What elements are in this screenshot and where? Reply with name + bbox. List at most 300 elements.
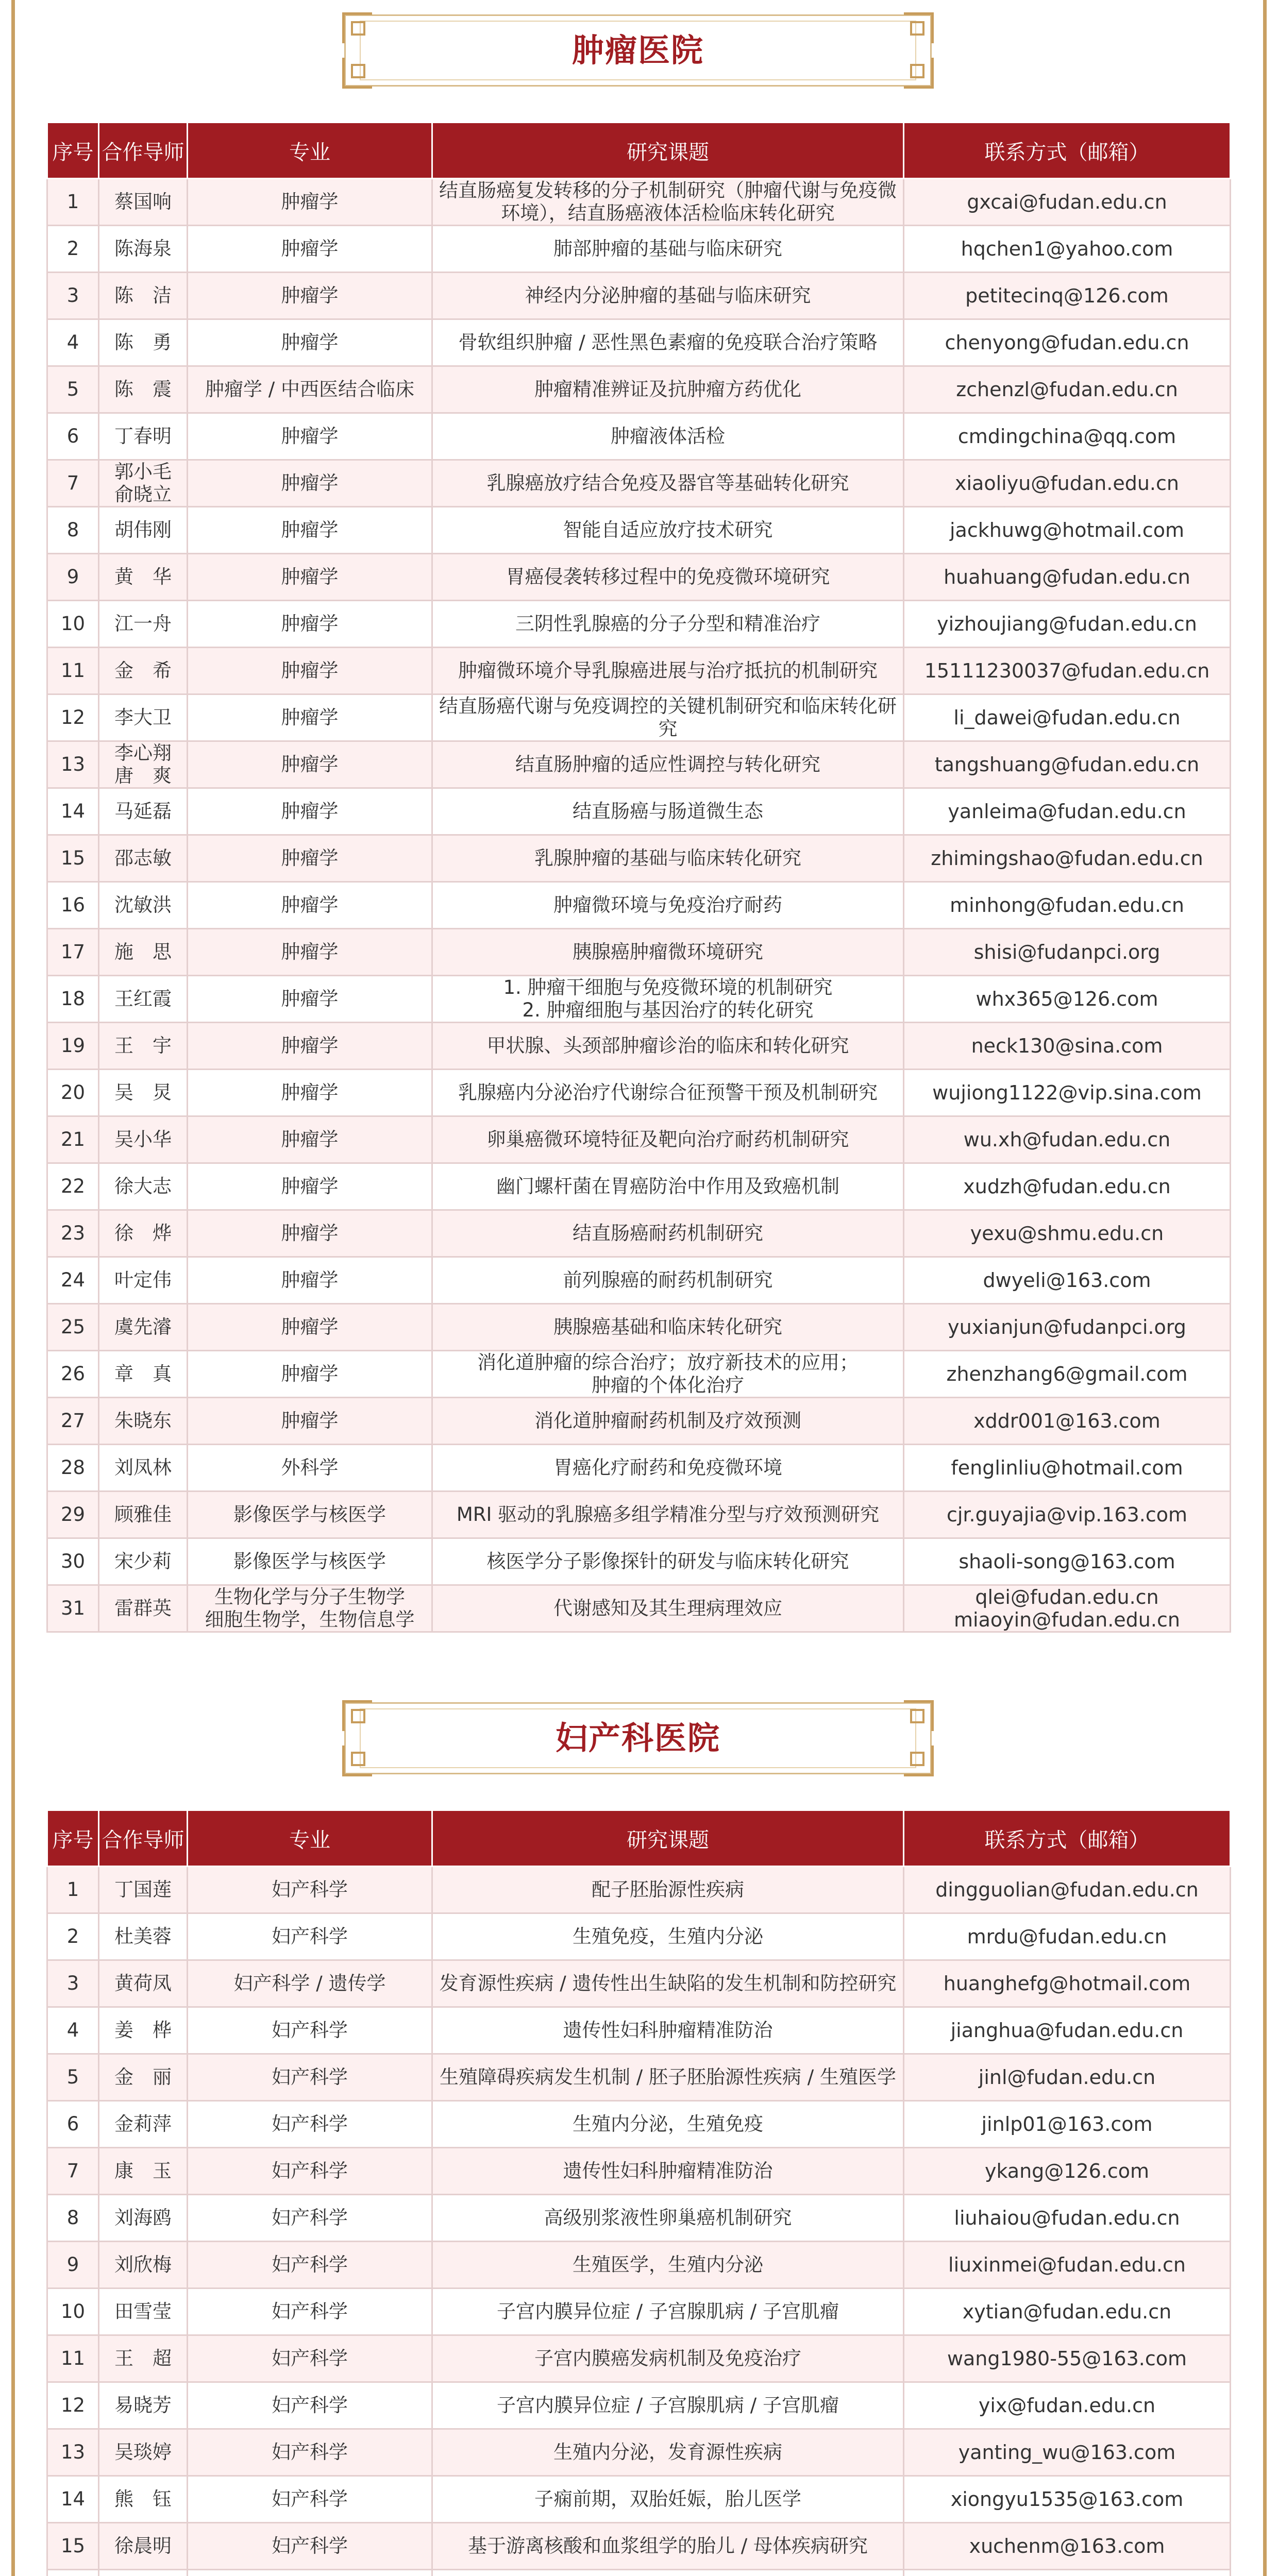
row-number-cell: 21 [47,1116,99,1163]
row-number-cell: 28 [47,1445,99,1492]
email-cell: xuchenm@163.com [904,2523,1231,2570]
research-topic-cell: 肺部肿瘤的基础与临床研究 [432,226,904,273]
mentor-name-cell: 徐晨明 [99,2523,188,2570]
research-topic-cell: MRI 驱动的乳腺癌多组学精准分型与疗效预测研究 [432,1492,904,1538]
table-row [47,1163,1231,1210]
research-topic-cell: 肿瘤微环境与免疫治疗耐药 [432,882,904,929]
major-cell: 肿瘤学 [188,1304,432,1351]
mentor-name-cell: 陈 洁 [99,273,188,319]
table-row [47,1445,1231,1492]
major-cell: 妇产科学 [188,2242,432,2289]
research-topic-cell: 卵巢癌微环境特征及靶向治疗耐药机制研究 [432,1116,904,1163]
email-cell: tangshuang@fudan.edu.cn [904,741,1231,788]
email-cell: xudzh@fudan.edu.cn [904,1163,1231,1210]
major-cell: 肿瘤学 [188,1210,432,1257]
email-cell: fenglinliu@hotmail.com [904,1445,1231,1492]
mentor-name-cell: 徐大志 [99,1163,188,1210]
mentor-name-cell: 杜美蓉 [99,1913,188,1960]
major-cell: 肿瘤学 [188,413,432,460]
table-row [47,1023,1231,1070]
major-cell: 妇产科学 [188,2148,432,2195]
email-cell: cjr.guyajia@vip.163.com [904,1492,1231,1538]
mentor-name-cell: 王红霞 [99,976,188,1023]
row-number-cell: 31 [47,1585,99,1632]
row-number-cell: 1 [47,1867,99,1913]
row-number-cell: 20 [47,1070,99,1116]
mentor-name-cell: 丁国莲 [99,1867,188,1913]
email-cell: whx365@126.com [904,976,1231,1023]
email-cell [904,2570,1231,2576]
row-number-cell: 11 [47,2335,99,2382]
mentor-name-cell: 顾雅佳 [99,1492,188,1538]
table-row [47,1913,1231,1960]
mentor-name-cell: 金 希 [99,648,188,694]
email-cell: xiongyu1535@163.com [904,2476,1231,2523]
mentor-name-cell: 胡伟刚 [99,507,188,554]
major-cell: 妇产科学 [188,2007,432,2054]
mentor-name-cell: 姜 桦 [99,2007,188,2054]
email-cell: chenyong@fudan.edu.cn [904,319,1231,366]
mentor-name-cell: 吴 炅 [99,1070,188,1116]
mentor-name-cell: 王 超 [99,2335,188,2382]
major-cell: 妇产科学 [188,2101,432,2148]
major-cell: 肿瘤学 [188,1023,432,1070]
major-cell: 肿瘤学 [188,648,432,694]
email-cell: minhong@fudan.edu.cn [904,882,1231,929]
research-topic-cell: 生殖内分泌，生殖免疫 [432,2101,904,2148]
table-row [47,2007,1231,2054]
table-row [47,319,1231,366]
mentor-name-cell: 刘凤林 [99,1445,188,1492]
major-cell: 肿瘤学 [188,976,432,1023]
major-cell: 妇产科学 [188,2476,432,2523]
email-cell: xddr001@163.com [904,1398,1231,1445]
major-cell: 妇产科学 [188,1913,432,1960]
row-number-cell: 11 [47,648,99,694]
research-topic-cell: 子痫前期，双胎妊娠，胎儿医学 [432,2476,904,2523]
row-number-cell: 4 [47,2007,99,2054]
row-number-cell: 27 [47,1398,99,1445]
row-number-cell: 8 [47,2195,99,2242]
row-number-cell: 5 [47,366,99,413]
research-topic-cell: 乳腺癌内分泌治疗代谢综合征预警干预及机制研究 [432,1070,904,1116]
table-row [47,2148,1231,2195]
row-number-cell [47,2570,99,2576]
research-topic-cell: 结直肠癌与肠道微生态 [432,788,904,835]
table-row [47,413,1231,460]
column-header-mentor-name: 合作导师 [99,1810,188,1867]
major-cell: 妇产科学 [188,2289,432,2335]
major-cell: 肿瘤学 [188,554,432,601]
major-cell: 生物化学与分子生物学 细胞生物学，生物信息学 [188,1585,432,1632]
row-number-cell: 12 [47,694,99,741]
research-topic-cell: 肿瘤精准辨证及抗肿瘤方药优化 [432,366,904,413]
table-row [47,2429,1231,2476]
column-header-research-topic: 研究课题 [432,1810,904,1867]
row-number-cell: 15 [47,835,99,882]
mentor-table [46,1809,1231,2576]
row-number-cell: 15 [47,2523,99,2570]
row-number-cell: 9 [47,2242,99,2289]
mentor-name-cell: 郭小毛 俞晓立 [99,460,188,507]
major-cell: 肿瘤学 [188,226,432,273]
major-cell: 妇产科学 [188,2523,432,2570]
column-header-email: 联系方式（邮箱） [904,1810,1231,1867]
mentor-name-cell: 丁春明 [99,413,188,460]
email-cell: li_dawei@fudan.edu.cn [904,694,1231,741]
table-row [47,460,1231,507]
mentor-name-cell [99,2570,188,2576]
major-cell: 妇产科学 [188,2429,432,2476]
mentor-name-cell: 金莉萍 [99,2101,188,2148]
research-topic-cell: 智能自适应放疗技术研究 [432,507,904,554]
major-cell: 妇产科学 [188,2195,432,2242]
research-topic-cell: 三阴性乳腺癌的分子分型和精准治疗 [432,601,904,648]
major-cell: 肿瘤学 [188,319,432,366]
major-cell: 肿瘤学 [188,460,432,507]
table-row [47,226,1231,273]
email-cell: hqchen1@yahoo.com [904,226,1231,273]
mentor-name-cell: 马延磊 [99,788,188,835]
research-topic-cell: 子宫内膜癌发病机制及免疫治疗 [432,2335,904,2382]
email-cell: dwyeli@163.com [904,1257,1231,1304]
research-topic-cell: 子宫内膜异位症 / 子宫腺肌病 / 子宫肌瘤 [432,2382,904,2429]
email-cell: petitecinq@126.com [904,273,1231,319]
email-cell: liuxinmei@fudan.edu.cn [904,2242,1231,2289]
table-row [47,1116,1231,1163]
major-cell [188,2570,432,2576]
major-cell: 肿瘤学 [188,601,432,648]
research-topic-cell: 核医学分子影像探针的研发与临床转化研究 [432,1538,904,1585]
column-header-research-topic: 研究课题 [432,123,904,179]
email-cell: yuxianjun@fudanpci.org [904,1304,1231,1351]
row-number-cell: 19 [47,1023,99,1070]
major-cell: 肿瘤学 [188,1398,432,1445]
mentor-table [46,122,1231,1633]
section-title-frame [344,14,932,87]
research-topic-cell: 遗传性妇科肿瘤精准防治 [432,2007,904,2054]
major-cell: 影像医学与核医学 [188,1492,432,1538]
email-cell: jackhuwg@hotmail.com [904,507,1231,554]
row-number-cell: 10 [47,601,99,648]
row-number-cell: 29 [47,1492,99,1538]
research-topic-cell: 配子胚胎源性疾病 [432,1867,904,1913]
row-number-cell: 4 [47,319,99,366]
row-number-cell: 17 [47,929,99,976]
column-header-major: 专业 [188,1810,432,1867]
row-number-cell: 8 [47,507,99,554]
table-row [47,2476,1231,2523]
research-topic-cell: 胰腺癌肿瘤微环境研究 [432,929,904,976]
major-cell: 肿瘤学 / 中西医结合临床 [188,366,432,413]
mentor-name-cell: 宋少莉 [99,1538,188,1585]
email-cell: wu.xh@fudan.edu.cn [904,1116,1231,1163]
table-body [47,179,1231,1632]
table-row [47,2523,1231,2570]
research-topic-cell: 结直肠癌耐药机制研究 [432,1210,904,1257]
table-row [47,929,1231,976]
mentor-name-cell: 金 丽 [99,2054,188,2101]
row-number-cell: 9 [47,554,99,601]
row-number-cell: 7 [47,460,99,507]
row-number-cell: 12 [47,2382,99,2429]
major-cell: 妇产科学 [188,2054,432,2101]
research-topic-cell: 胃癌侵袭转移过程中的免疫微环境研究 [432,554,904,601]
row-number-cell: 2 [47,226,99,273]
row-number-cell: 6 [47,2101,99,2148]
table-row [47,1304,1231,1351]
email-cell: zhenzhang6@gmail.com [904,1351,1231,1398]
table-row [47,976,1231,1023]
row-number-cell: 6 [47,413,99,460]
mentor-name-cell: 田雪莹 [99,2289,188,2335]
research-topic-cell: 消化道肿瘤耐药机制及疗效预测 [432,1398,904,1445]
mentor-name-cell: 康 玉 [99,2148,188,2195]
column-header-major: 专业 [188,123,432,179]
table-row [47,741,1231,788]
major-cell: 妇产科学 [188,2382,432,2429]
column-header-row-number: 序号 [47,123,99,179]
mentor-name-cell: 邵志敏 [99,835,188,882]
email-cell: wujiong1122@vip.sina.com [904,1070,1231,1116]
table-row [47,1960,1231,2007]
row-number-cell: 26 [47,1351,99,1398]
table-row [47,1257,1231,1304]
row-number-cell: 1 [47,179,99,226]
table-row [47,1867,1231,1913]
row-number-cell: 23 [47,1210,99,1257]
row-number-cell: 24 [47,1257,99,1304]
mentor-name-cell: 章 真 [99,1351,188,1398]
table-row [47,694,1231,741]
row-number-cell: 16 [47,882,99,929]
major-cell: 肿瘤学 [188,1070,432,1116]
research-topic-cell: 发育源性疾病 / 遗传性出生缺陷的发生机制和防控研究 [432,1960,904,2007]
table-row [47,179,1231,226]
mentor-name-cell: 施 思 [99,929,188,976]
email-cell: huahuang@fudan.edu.cn [904,554,1231,601]
research-topic-cell: 胰腺癌基础和临床转化研究 [432,1304,904,1351]
major-cell: 肿瘤学 [188,929,432,976]
row-number-cell: 18 [47,976,99,1023]
table-row [47,2570,1231,2576]
mentor-name-cell: 易晓芳 [99,2382,188,2429]
research-topic-cell: 基于游离核酸和血浆组学的胎儿 / 母体疾病研究 [432,2523,904,2570]
mentor-name-cell: 刘海鸥 [99,2195,188,2242]
table-row [47,366,1231,413]
mentor-name-cell: 蔡国响 [99,179,188,226]
research-topic-cell: 消化道肿瘤的综合治疗；放疗新技术的应用； 肿瘤的个体化治疗 [432,1351,904,1398]
row-number-cell: 10 [47,2289,99,2335]
row-number-cell: 2 [47,1913,99,1960]
email-cell: jianghua@fudan.edu.cn [904,2007,1231,2054]
mentor-name-cell: 虞先濬 [99,1304,188,1351]
row-number-cell: 22 [47,1163,99,1210]
left-gold-border [11,0,15,2576]
email-cell: jinlp01@163.com [904,2101,1231,2148]
table-row [47,2335,1231,2382]
table-row [47,835,1231,882]
row-number-cell: 5 [47,2054,99,2101]
major-cell: 肿瘤学 [188,1116,432,1163]
row-number-cell: 13 [47,741,99,788]
mentor-name-cell: 王 宇 [99,1023,188,1070]
major-cell: 肿瘤学 [188,1257,432,1304]
email-cell: xiaoliyu@fudan.edu.cn [904,460,1231,507]
table-row [47,2101,1231,2148]
table-row [47,2289,1231,2335]
research-topic-cell: 甲状腺、头颈部肿瘤诊治的临床和转化研究 [432,1023,904,1070]
table-header-row [47,123,1231,179]
table-row [47,554,1231,601]
major-cell: 肿瘤学 [188,788,432,835]
email-cell: liuhaiou@fudan.edu.cn [904,2195,1231,2242]
major-cell: 影像医学与核医学 [188,1538,432,1585]
row-number-cell: 25 [47,1304,99,1351]
major-cell: 肿瘤学 [188,694,432,741]
table-body [47,1867,1231,2576]
row-number-cell: 7 [47,2148,99,2195]
mentor-name-cell: 沈敏洪 [99,882,188,929]
mentor-name-cell: 陈 震 [99,366,188,413]
table-row [47,2054,1231,2101]
table-row [47,273,1231,319]
table-row [47,1351,1231,1398]
research-topic-cell: 代谢感知及其生理病理效应 [432,1585,904,1632]
email-cell: huanghefg@hotmail.com [904,1960,1231,2007]
major-cell: 肿瘤学 [188,741,432,788]
row-number-cell: 13 [47,2429,99,2476]
research-topic-cell: 胃癌化疗耐药和免疫微环境 [432,1445,904,1492]
column-header-row-number: 序号 [47,1810,99,1867]
major-cell: 妇产科学 / 遗传学 [188,1960,432,2007]
research-topic-cell: 神经内分泌肿瘤的基础与临床研究 [432,273,904,319]
mentor-name-cell: 李心翔 唐 爽 [99,741,188,788]
table-row [47,1585,1231,1632]
table-row [47,601,1231,648]
mentor-name-cell: 刘欣梅 [99,2242,188,2289]
right-gold-border [1263,0,1267,2576]
row-number-cell: 14 [47,788,99,835]
mentor-name-cell: 李大卫 [99,694,188,741]
email-cell: shisi@fudanpci.org [904,929,1231,976]
email-cell: xytian@fudan.edu.cn [904,2289,1231,2335]
table-row [47,648,1231,694]
major-cell: 妇产科学 [188,2335,432,2382]
mentor-name-cell: 黄荷凤 [99,1960,188,2007]
mentor-name-cell: 叶定伟 [99,1257,188,1304]
major-cell: 肿瘤学 [188,273,432,319]
research-topic-cell: 骨软组织肿瘤 / 恶性黑色素瘤的免疫联合治疗策略 [432,319,904,366]
email-cell: yanting_wu@163.com [904,2429,1231,2476]
major-cell: 肿瘤学 [188,507,432,554]
email-cell: mrdu@fudan.edu.cn [904,1913,1231,1960]
table-row [47,1492,1231,1538]
email-cell: yix@fudan.edu.cn [904,2382,1231,2429]
column-header-mentor-name: 合作导师 [99,123,188,179]
major-cell: 肿瘤学 [188,179,432,226]
research-topic-cell: 生殖障碍疾病发生机制 / 胚子胚胎源性疾病 / 生殖医学 [432,2054,904,2101]
table-row [47,1538,1231,1585]
row-number-cell: 3 [47,1960,99,2007]
major-cell: 外科学 [188,1445,432,1492]
row-number-cell: 3 [47,273,99,319]
section-title-frame [344,1702,932,1774]
mentor-name-cell: 徐 烨 [99,1210,188,1257]
email-cell: yexu@shmu.edu.cn [904,1210,1231,1257]
section-title: 妇产科医院 [555,1719,720,1757]
mentor-name-cell: 熊 钰 [99,2476,188,2523]
major-cell: 肿瘤学 [188,1351,432,1398]
research-topic-cell: 子宫内膜异位症 / 子宫腺肌病 / 子宫肌瘤 [432,2289,904,2335]
major-cell: 肿瘤学 [188,882,432,929]
mentor-name-cell: 陈海泉 [99,226,188,273]
table-row [47,1398,1231,1445]
section-obgyn-hospital [46,1702,1230,2576]
email-cell: jinl@fudan.edu.cn [904,2054,1231,2101]
table-row [47,2242,1231,2289]
research-topic-cell: 生殖免疫，生殖内分泌 [432,1913,904,1960]
email-cell: zchenzl@fudan.edu.cn [904,366,1231,413]
research-topic-cell: 乳腺癌放疗结合免疫及器官等基础转化研究 [432,460,904,507]
email-cell: qlei@fudan.edu.cn miaoyin@fudan.edu.cn [904,1585,1231,1632]
mentor-name-cell: 黄 华 [99,554,188,601]
table-row [47,2382,1231,2429]
email-cell: 15111230037@fudan.edu.cn [904,648,1231,694]
research-topic-cell: 肿瘤微环境介导乳腺癌进展与治疗抵抗的机制研究 [432,648,904,694]
major-cell: 肿瘤学 [188,835,432,882]
email-cell: neck130@sina.com [904,1023,1231,1070]
section-title: 肿瘤医院 [571,31,704,69]
table-row [47,1210,1231,1257]
email-cell: zhimingshao@fudan.edu.cn [904,835,1231,882]
email-cell: shaoli-song@163.com [904,1538,1231,1585]
column-header-email: 联系方式（邮箱） [904,123,1231,179]
research-topic-cell: 生殖内分泌，发育源性疾病 [432,2429,904,2476]
table-header-row [47,1810,1231,1867]
mentor-name-cell: 吴琰婷 [99,2429,188,2476]
research-topic-cell: 遗传性妇科肿瘤精准防治 [432,2148,904,2195]
research-topic-cell: 前列腺癌的耐药机制研究 [432,1257,904,1304]
research-topic-cell: 乳腺肿瘤的基础与临床转化研究 [432,835,904,882]
email-cell: dingguolian@fudan.edu.cn [904,1867,1231,1913]
mentor-name-cell: 吴小华 [99,1116,188,1163]
mentor-name-cell: 陈 勇 [99,319,188,366]
research-topic-cell: 结直肠癌复发转移的分子机制研究（肿瘤代谢与免疫微 环境），结直肠癌液体活检临床转化研究 [432,179,904,226]
table-row [47,1070,1231,1116]
email-cell: yanleima@fudan.edu.cn [904,788,1231,835]
mentor-name-cell: 朱晓东 [99,1398,188,1445]
mentor-name-cell: 江一舟 [99,601,188,648]
mentor-name-cell: 雷群英 [99,1585,188,1632]
research-topic-cell: 结直肠癌代谢与免疫调控的关键机制研究和临床转化研究 [432,694,904,741]
email-cell: ykang@126.com [904,2148,1231,2195]
email-cell: wang1980-55@163.com [904,2335,1231,2382]
research-topic-cell: 高级别浆液性卵巢癌机制研究 [432,2195,904,2242]
major-cell: 肿瘤学 [188,1163,432,1210]
table-row [47,2195,1231,2242]
email-cell: gxcai@fudan.edu.cn [904,179,1231,226]
research-topic-cell: 结直肠肿瘤的适应性调控与转化研究 [432,741,904,788]
major-cell: 妇产科学 [188,1867,432,1913]
table-row [47,788,1231,835]
research-topic-cell [432,2570,904,2576]
row-number-cell: 30 [47,1538,99,1585]
email-cell: yizhoujiang@fudan.edu.cn [904,601,1231,648]
research-topic-cell: 幽门螺杆菌在胃癌防治中作用及致癌机制 [432,1163,904,1210]
research-topic-cell: 肿瘤液体活检 [432,413,904,460]
table-row [47,507,1231,554]
